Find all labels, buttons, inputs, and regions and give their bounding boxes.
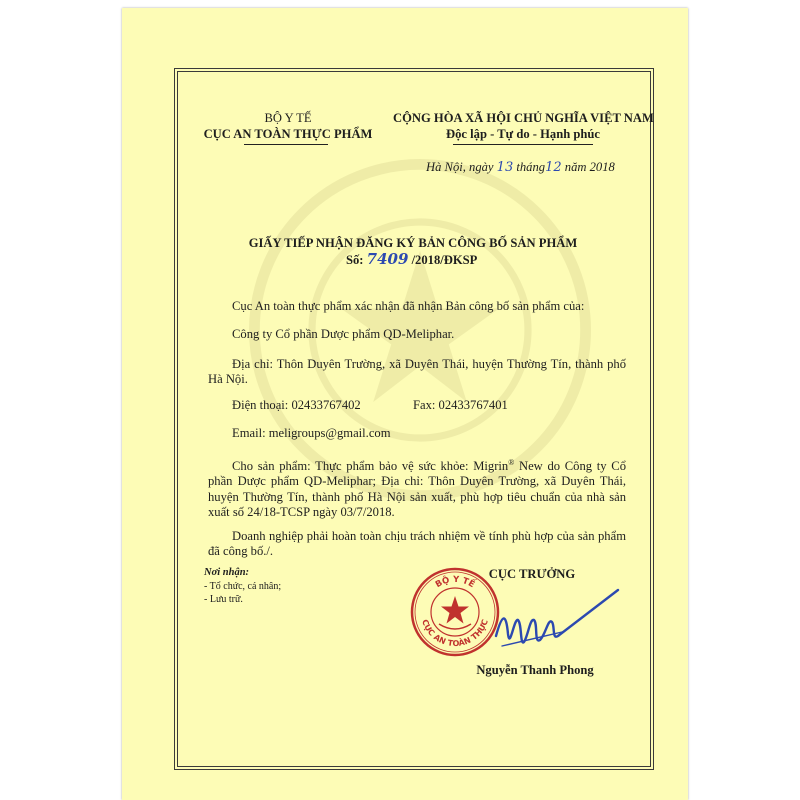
- company-address: Địa chỉ: Thôn Duyên Trường, xã Duyên Thái, huyện Thường Tín, thành phố Hà Nội.: [208, 357, 626, 387]
- product-text-b: New do Công ty Cổ phần Dược phẩm QD-Meliphar; Địa chỉ: Thôn Duyên Trường, xã Duyên Thái, huyện Thường Tín, thành phố Hà Nội sản xuất, phù hợp tiêu chuẩn của nhà sản xuất số 24/18-TCSP ngày 03/7/2018.: [208, 459, 626, 519]
- responsibility-paragraph: Doanh nghiệp phải hoàn toàn chịu trách nhiệm về tính phù hợp của sản phẩm đã công bố./.: [208, 529, 626, 559]
- signatory-name: Nguyễn Thanh Phong: [476, 663, 594, 677]
- date-year: năm 2018: [564, 160, 615, 174]
- recipient-item: - Tổ chức, cá nhân;: [204, 581, 282, 592]
- product-paragraph: [208, 455, 626, 520]
- intro-paragraph: Cục An toàn thực phẩm xác nhận đã nhận Bản công bố sản phẩm của:: [232, 299, 585, 313]
- svg-text:BỘ Y TẾ: BỘ Y TẾ: [433, 574, 477, 591]
- registered-mark: ®: [508, 458, 515, 467]
- recipients-title: Nơi nhận:: [204, 567, 250, 578]
- handwritten-signature: [492, 584, 622, 664]
- signatory-position: CỤC TRƯỞNG: [488, 567, 576, 581]
- product-text-a: Cho sản phẩm: Thực phẩm bảo vệ sức khỏe: Migrin: [232, 459, 509, 474]
- ministry-name: BỘ Y TẾ: [264, 111, 312, 125]
- number-suffix: /2018/ĐKSP: [411, 253, 478, 267]
- department-underline: [244, 144, 328, 145]
- number-value: 7409: [366, 250, 409, 268]
- phone-number: Điện thoại: 02433767402: [232, 398, 361, 412]
- issue-date: [426, 160, 615, 175]
- company-name: Công ty Cổ phần Dược phẩm QD-Meliphar.: [232, 327, 455, 341]
- date-month: 12: [545, 160, 562, 175]
- national-motto: Độc lập - Tự do - Hạnh phúc: [446, 127, 600, 141]
- date-month-label: tháng: [516, 160, 546, 174]
- document-number: [346, 252, 477, 268]
- svg-text:CỤC AN TOÀN THỰC: CỤC AN TOÀN THỰC: [420, 618, 490, 649]
- email-address: Email: meligroups@gmail.com: [232, 426, 391, 440]
- department-name: CỤC AN TOÀN THỰC PHẨM: [203, 127, 373, 141]
- document-title: GIẤY TIẾP NHẬN ĐĂNG KÝ BẢN CÔNG BỐ SẢN PHẨM: [248, 236, 578, 250]
- recipient-item: - Lưu trữ.: [204, 594, 243, 605]
- date-day: 13: [496, 160, 514, 175]
- number-label: Số:: [346, 253, 364, 267]
- date-prefix: Hà Nội, ngày: [426, 160, 494, 174]
- country-name: CỘNG HÒA XÃ HỘI CHỦ NGHĨA VIỆT NAM: [393, 111, 654, 125]
- official-stamp: [409, 566, 501, 658]
- fax-number: Fax: 02433767401: [413, 398, 508, 412]
- motto-underline: [453, 144, 593, 145]
